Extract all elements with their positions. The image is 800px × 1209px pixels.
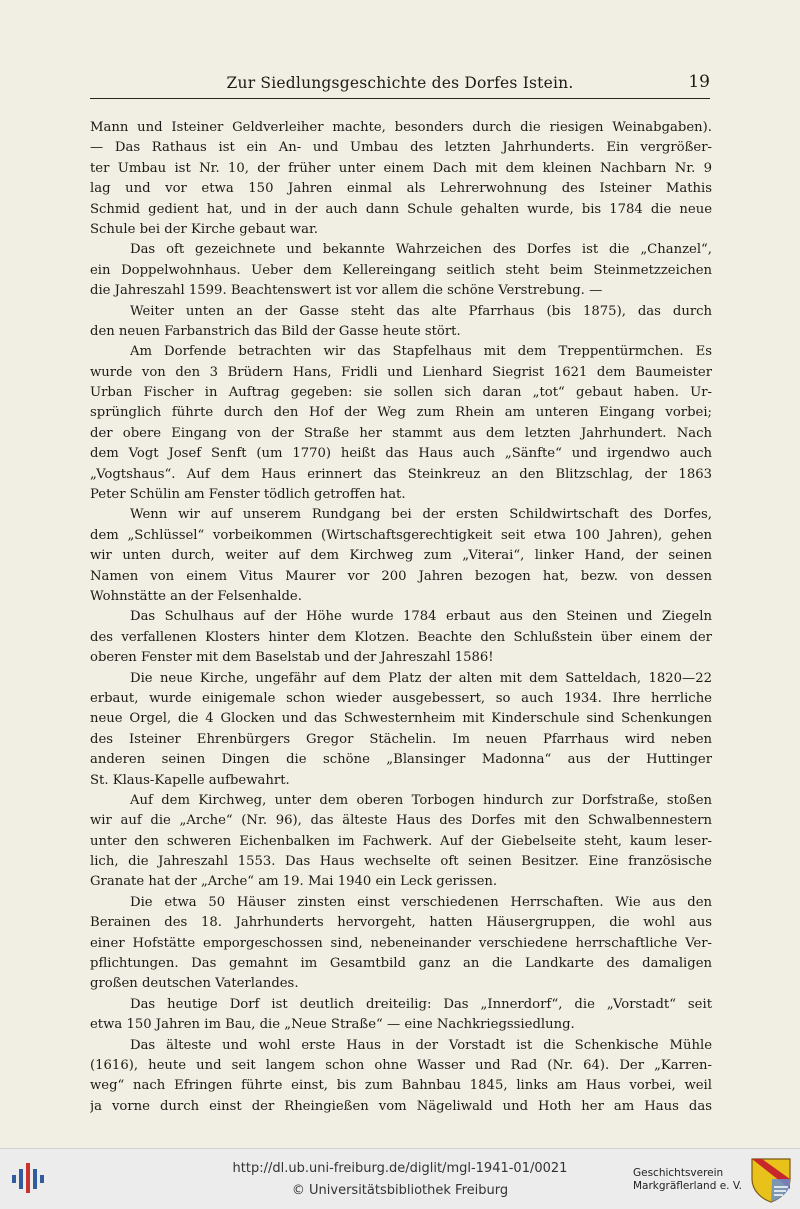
text-line: Peter Schülin am Fenster tödlich getroffen hat. [90, 487, 406, 503]
text-line: wir unten durch, weiter auf dem Kirchweg zum „Viterai“, linker Hand, der seinen [90, 548, 712, 564]
text-line: der obere Eingang von der Straße her stammt aus dem letzten Jahrhundert. Nach [90, 425, 712, 441]
text-line: unter den schweren Eichenbalken im Fachwerk. Auf der Giebelseite steht, kaum leser- [90, 833, 712, 849]
text-line: Weiter unten an der Gasse steht das alte Pfarrhaus (bis 1875), das durch [130, 303, 712, 319]
text-line: des verfallenen Klosters hinter dem Klotzen. Beachte den Schlußstein über einem der [90, 629, 712, 645]
paragraph [90, 342, 712, 505]
document-url-link[interactable]: http://dl.ub.uni-freiburg.de/diglit/mgl-1941-01/0021 [232, 1161, 568, 1176]
text-line: die Jahreszahl 1599. Beachtenswert ist vor allem die schöne Verstrebung. — [90, 283, 603, 299]
text-line: anderen seinen Dingen die schöne „Blansinger Madonna“ aus der Huttinger [90, 752, 712, 768]
text-line: neue Orgel, die 4 Glocken und das Schwesternheim mit Kinderschule sind Schenkungen [90, 711, 712, 727]
text-line: Schule bei der Kirche gebaut war. [90, 221, 318, 237]
text-line: etwa 150 Jahren im Bau, die „Neue Straße“ — eine Nachkriegssiedlung. [90, 1017, 575, 1033]
text-line: einer Hofstätte emporgeschossen sind, nebeneinander verschiedene herrschaftliche Ver- [90, 935, 712, 951]
paragraph [90, 607, 712, 668]
text-line: dem Vogt Josef Senft (um 1770) heißt das Haus auch „Sänfte“ und irgendwo auch [90, 446, 712, 462]
text-line: Berainen des 18. Jahrhunderts hervorgeht, hatten Häusergruppen, die wohl aus [90, 915, 712, 931]
text-line: lag und vor etwa 150 Jahren einmal als Lehrerwohnung des Isteiner Mathis [90, 181, 712, 197]
text-line: Das Schulhaus auf der Höhe wurde 1784 erbaut aus den Steinen und Ziegeln [130, 609, 712, 625]
paragraph [90, 1036, 712, 1118]
text-line: ter Umbau ist Nr. 10, der früher unter einem Dach mit dem kleinen Nachbarn Nr. 9 [90, 160, 712, 176]
text-line: Das älteste und wohl erste Haus in der Vorstadt ist die Schenkische Mühle [130, 1037, 712, 1053]
text-line: weg“ nach Efringen führte einst, bis zum Bahnbau 1845, links am Haus vorbei, weil [90, 1078, 712, 1094]
society-name-line2: Markgräflerland e. V. [632, 1180, 742, 1192]
paragraph [90, 118, 712, 240]
text-line: Am Dorfende betrachten wir das Stapfelhaus mit dem Treppentürmchen. Es [130, 344, 712, 360]
text-line: Auf dem Kirchweg, unter dem oberen Torbogen hindurch zur Dorfstraße, stoßen [130, 792, 712, 808]
text-line: Die neue Kirche, ungefähr auf dem Platz der alten mit dem Satteldach, 1820—22 [130, 670, 712, 686]
text-line: ein Doppelwohnhaus. Ueber dem Kellereingang seitlich steht beim Steinmetzzeichen [90, 262, 712, 278]
text-line: dem „Schlüssel“ vorbeikommen (Wirtschaftsgerechtigkeit seit etwa 100 Jahren), gehen [90, 527, 712, 543]
copyright-notice: © Universitätsbibliothek Freiburg [291, 1183, 509, 1198]
text-line: „Vogtshaus“. Auf dem Haus erinnert das Steinkreuz an den Blitzschlag, der 1863 [90, 466, 712, 482]
text-line: erbaut, wurde einigemale schon wieder ausgebessert, so auch 1934. Ihre herrliche [90, 690, 712, 706]
paragraph [90, 669, 712, 791]
text-line: St. Klaus-Kapelle aufbewahrt. [90, 772, 290, 788]
paragraph [90, 995, 712, 1036]
page-number: 19 [688, 72, 710, 92]
text-line: Mann und Isteiner Geldverleiher machte, besonders durch die riesigen Weinabgaben). [90, 120, 712, 135]
text-line: Granate hat der „Arche“ am 19. Mai 1940 ein Leck gerissen. [90, 874, 498, 890]
text-line: Das heutige Dorf ist deutlich dreiteilig: Das „Innerdorf“, die „Vorstadt“ seit [130, 996, 712, 1012]
text-line: Urban Fischer in Auftrag gegeben: sie sollen sich daran „tot“ gebaut haben. Ur- [90, 385, 712, 401]
text-line: — Das Rathaus ist ein An- und Umbau des letzten Jahrhunderts. Ein vergrößer- [90, 140, 712, 156]
text-line: Die etwa 50 Häuser zinsten einst verschiedenen Herrschaften. Wie aus den [130, 894, 712, 910]
viewer-footer [0, 1148, 800, 1209]
text-line: wir auf die „Arche“ (Nr. 96), das älteste Haus des Dorfes mit den Schwalbennestern [90, 813, 712, 829]
paragraph [90, 302, 712, 343]
text-line: Wohnstätte an der Felsenhalde. [90, 588, 302, 604]
body-text [90, 118, 712, 1117]
text-line: den neuen Farbanstrich das Bild der Gasse heute stört. [90, 323, 461, 339]
text-line: Das oft gezeichnete und bekannte Wahrzeichen des Dorfes ist die „Chanzel“, [130, 242, 712, 258]
paragraph [90, 791, 712, 893]
text-line: großen deutschen Vaterlandes. [90, 976, 299, 992]
text-line: pflichtungen. Das gemahnt im Gesamtbild ganz an die Landkarte des damaligen [90, 956, 712, 972]
society-name-line1: Geschichtsverein [632, 1167, 724, 1179]
text-line: lich, die Jahreszahl 1553. Das Haus wechselte oft seinen Besitzer. Eine französische [90, 854, 712, 870]
text-line: Schmid gedient hat, und in der auch dann Schule gehalten wurde, bis 1784 die neue [90, 201, 712, 217]
text-line: ja vorne durch einst der Rheingießen vom Nägeliwald und Hoth her am Haus das [90, 1098, 712, 1114]
text-line: Namen von einem Vitus Maurer vor 200 Jahren bezogen hat, bezw. von dessen [90, 568, 712, 584]
text-line: Wenn wir auf unserem Rundgang bei der ersten Schildwirtschaft des Dorfes, [130, 507, 712, 523]
text-line: wurde von den 3 Brüdern Hans, Fridli und Lienhard Siegrist 1621 dem Baumeister [90, 364, 712, 380]
society-name [633, 1167, 742, 1193]
paragraph [90, 505, 712, 607]
coat-of-arms-icon[interactable] [750, 1157, 792, 1203]
text-line: des Isteiner Ehrenbürgers Gregor Stächelin. Im neuen Pfarrhaus wird neben [90, 731, 712, 747]
header-title: Zur Siedlungsgeschichte des Dorfes Istein. [226, 74, 574, 92]
text-line: oberen Fenster mit dem Baselstab und der Jahreszahl 1586! [90, 650, 494, 666]
running-header [90, 72, 710, 99]
text-line: sprünglich führte durch den Hof der Weg zum Rhein am unteren Eingang vorbei; [90, 405, 712, 421]
paragraph [90, 893, 712, 995]
paragraph [90, 240, 712, 301]
text-line: (1616), heute und seit langem schon ohne Wasser und Rad (Nr. 64). Der „Karren- [90, 1057, 712, 1073]
